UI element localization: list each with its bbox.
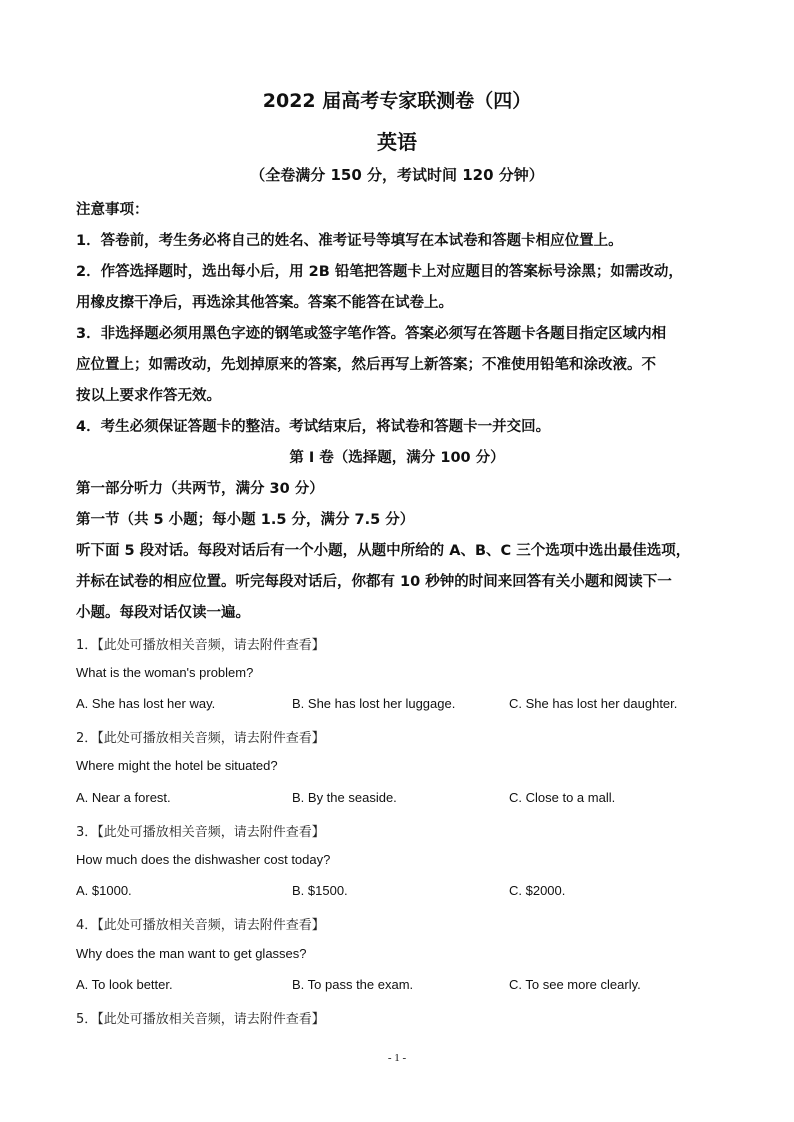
note-line-5: 应位置上；如需改动，先划掉原来的答案，然后再写上新答案；不准使用铅笔和涂改液。不 — [76, 357, 656, 373]
subject-title: 英语 — [377, 130, 417, 154]
option-a: A. To look better. — [76, 977, 173, 992]
option-a: A. $1000. — [76, 883, 132, 898]
subsection-title: 第一节（共 5 小题；每小题 1.5 分，满分 7.5 分） — [76, 512, 415, 528]
question-text: How much does the dishwasher cost today? — [76, 852, 331, 867]
question-text: What is the woman's problem? — [76, 665, 254, 680]
notes-heading: 注意事项： — [76, 202, 149, 218]
audio-marker[interactable]: 4．【此处可播放相关音频，请去附件查看】 — [76, 918, 325, 933]
option-b: B. To pass the exam. — [292, 977, 414, 992]
exam-info: （全卷满分 150 分，考试时间 120 分钟） — [250, 166, 544, 184]
note-line-6: 按以上要求作答无效。 — [76, 388, 221, 404]
page-number: - 1 - — [387, 1052, 407, 1064]
option-c: C. Close to a mall. — [509, 790, 616, 805]
part-title: 第一部分听力（共两节，满分 30 分） — [76, 481, 324, 497]
audio-marker[interactable]: 3．【此处可播放相关音频，请去附件查看】 — [76, 825, 325, 840]
question-text: Where might the hotel be situated? — [76, 758, 278, 773]
instructions-line-2: 并标在试卷的相应位置。听完每段对话后，你都有 10 秒钟的时间来回答有关小题和阅读下一 — [76, 574, 672, 590]
note-line-3: 用橡皮擦干净后，再选涂其他答案。答案不能答在试卷上。 — [76, 295, 453, 311]
audio-marker[interactable]: 5．【此处可播放相关音频，请去附件查看】 — [76, 1012, 325, 1027]
option-b: B. By the seaside. — [292, 790, 397, 805]
instructions-line-1: 听下面 5 段对话。每段对话后有一个小题，从题中所给的 A、B、C 三个选项中选出最佳选项， — [76, 543, 691, 559]
volume-title: 第 I 卷（选择题，满分 100 分） — [289, 450, 505, 466]
audio-marker[interactable]: 2．【此处可播放相关音频，请去附件查看】 — [76, 731, 325, 746]
option-a: A. Near a forest. — [76, 790, 171, 805]
question-text: Why does the man want to get glasses? — [76, 946, 307, 961]
option-c: C. $2000. — [509, 883, 566, 898]
option-a: A. She has lost her way. — [76, 696, 216, 711]
note-line-4: 3．非选择题必须用黑色字迹的钢笔或签字笔作答。答案必须写在答题卡各题目指定区域内相 — [76, 326, 667, 342]
note-line-2: 2．作答选择题时，选出每小后，用 2B 铅笔把答题卡上对应题目的答案标号涂黑；如需改动， — [76, 264, 683, 280]
exam-title: 2022 届高考专家联测卷（四） — [262, 90, 532, 112]
instructions-line-3: 小题。每段对话仅读一遍。 — [76, 605, 250, 621]
option-b: B. $1500. — [292, 883, 348, 898]
option-c: C. She has lost her daughter. — [509, 696, 678, 711]
note-line-1: 1．答卷前，考生务必将自己的姓名、准考证号等填写在本试卷和答题卡相应位置上。 — [76, 233, 623, 249]
option-b: B. She has lost her luggage. — [292, 696, 456, 711]
audio-marker[interactable]: 1．【此处可播放相关音频，请去附件查看】 — [76, 638, 325, 653]
note-line-7: 4．考生必须保证答题卡的整洁。考试结束后，将试卷和答题卡一并交回。 — [76, 419, 551, 435]
option-c: C. To see more clearly. — [509, 977, 641, 992]
